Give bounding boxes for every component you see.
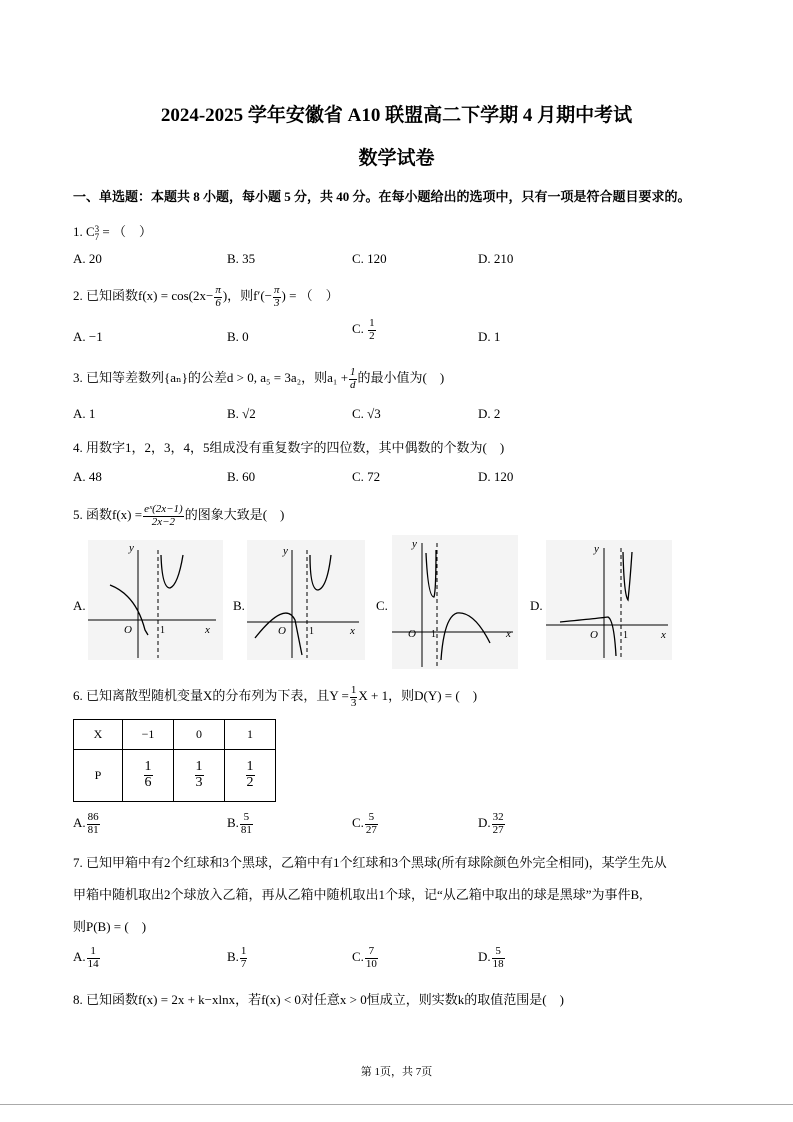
table-cell: 1 <box>225 720 276 750</box>
table-cell: $\frac{1}{6}$ <box>123 750 174 802</box>
question-1: 1. C 3 7 = （ ） <box>73 223 153 243</box>
question-8: 8. 已知函数f(x) = 2x + k−xlnx，若f(x) < 0对任意x > 0恒成立，则实数k的取值范围是( ) <box>73 992 564 1007</box>
curve-right <box>161 555 183 588</box>
q1-option-a[interactable]: A. 20 <box>73 251 102 266</box>
q5-option-a[interactable]: A. <box>73 598 86 613</box>
q3-option-c[interactable]: C. √3 <box>352 406 381 421</box>
q3-option-a[interactable]: A. 1 <box>73 406 96 421</box>
fraction: $\frac{\pi}{6}$ <box>215 284 221 309</box>
table-row <box>74 750 276 802</box>
y-label: y <box>283 545 288 557</box>
q1-option-c[interactable]: C. 120 <box>352 251 387 266</box>
graph-c[interactable] <box>392 535 518 669</box>
x-label: x <box>205 624 210 636</box>
table-cell: X <box>74 720 123 750</box>
table-row <box>74 720 276 750</box>
q4-option-a[interactable]: A. 48 <box>73 469 102 484</box>
curve-right <box>623 552 632 600</box>
q4-option-b[interactable]: B. 60 <box>227 469 256 484</box>
q2-option-a[interactable]: A. −1 <box>73 329 103 344</box>
one-label: 1 <box>623 630 628 641</box>
table-cell: P <box>74 750 123 802</box>
page-footer: 第 1页，共 7页 <box>360 1066 433 1078</box>
y-label: y <box>594 543 599 555</box>
q2-option-d[interactable]: D. 1 <box>478 329 501 344</box>
curve-left <box>426 550 436 597</box>
q6-option-c[interactable]: C. $\frac{5}{27}$ <box>352 811 377 836</box>
question-2: 2. 已知函数f(x) = cos(2x− $\frac{\pi}{6}$ )，则f′(− $\frac{\pi}{3}$ ) = （ ） <box>73 284 339 309</box>
x-label: x <box>661 629 666 641</box>
page-divider <box>0 1104 793 1105</box>
origin-label: O <box>408 628 416 640</box>
fraction: $\frac{1}{2}$ <box>369 317 375 342</box>
q2-option-c[interactable]: C. $\frac{1}{2}$ <box>352 317 375 342</box>
question-5: 5. 函数f(x) = $\frac{\text{eˣ(2x−1)}}{2x-2}$ 的图象大致是( ) <box>73 503 285 528</box>
graph-d[interactable] <box>546 540 672 660</box>
one-label: 1 <box>309 626 314 637</box>
graph-b[interactable] <box>247 540 365 660</box>
question-7-line2: 甲箱中随机取出2个球放入乙箱，再从乙箱中随机取出1个球，记“从乙箱中取出的球是黑球”为事件B, <box>73 887 643 902</box>
question-7-line3: 则P(B) = ( ) <box>73 919 147 934</box>
table-cell: −1 <box>123 720 174 750</box>
section-heading: 一、单选题：本题共 8 小题，每小题 5 分，共 40 分。在每小题给出的选项中，只有一项是符合题目要求的。 <box>73 189 691 204</box>
q6-option-a[interactable]: A. $\frac{86}{81}$ <box>73 811 99 836</box>
q5-option-d[interactable]: D. <box>530 598 543 613</box>
origin-label: O <box>278 625 286 637</box>
q1-option-b[interactable]: B. 35 <box>227 251 256 266</box>
origin-label: O <box>590 629 598 641</box>
one-label: 1 <box>160 625 165 636</box>
q5-option-b[interactable]: B. <box>233 598 245 613</box>
graph-a[interactable] <box>88 540 223 660</box>
q7-option-c[interactable]: C. $\frac{7}{10}$ <box>352 945 377 970</box>
fraction: $\frac{\pi}{3}$ <box>274 284 280 309</box>
q2-option-b[interactable]: B. 0 <box>227 329 249 344</box>
x-label: x <box>350 625 355 637</box>
question-3: 3. 已知等差数列{aₙ}的公差d > 0, a₅ = 3a₂，则a₁ + $\frac{1}{d}$ 的最小值为( ) <box>73 366 445 391</box>
q7-option-b[interactable]: B. $\frac{1}{7}$ <box>227 945 247 970</box>
exam-title: 2024-2025 学年安徽省 A10 联盟高二下学期 4 月期中考试 <box>160 105 633 126</box>
distribution-table <box>73 719 276 802</box>
q6-option-b[interactable]: B. $\frac{5}{81}$ <box>227 811 252 836</box>
q4-option-d[interactable]: D. 120 <box>478 469 514 484</box>
fraction: $\frac{1}{d}$ <box>350 366 356 391</box>
q5-option-c[interactable]: C. <box>376 598 388 613</box>
table-cell: $\frac{1}{2}$ <box>225 750 276 802</box>
q3-option-d[interactable]: D. 2 <box>478 406 501 421</box>
question-4: 4. 用数字1，2，3，4，5组成没有重复数字的四位数，其中偶数的个数为( ) <box>73 440 505 455</box>
question-6: 6. 已知离散型随机变量X的分布列为下表，且Y = $\frac{1}{3}$ X + 1，则D(Y) = ( ) <box>73 684 478 709</box>
curve-right <box>441 613 490 660</box>
question-7-line1: 7. 已知甲箱中有2个红球和3个黑球，乙箱中有1个红球和3个黑球(所有球除颜色外完全相同)，某学生先从 <box>73 855 667 870</box>
table-cell: $\frac{1}{3}$ <box>174 750 225 802</box>
one-label: 1 <box>431 629 436 640</box>
curve-left <box>560 617 616 656</box>
q1-option-d[interactable]: D. 210 <box>478 251 514 266</box>
q7-option-a[interactable]: A. $\frac{1}{14}$ <box>73 945 99 970</box>
y-label: y <box>129 542 134 554</box>
q4-option-c[interactable]: C. 72 <box>352 469 381 484</box>
q7-option-d[interactable]: D. $\frac{5}{18}$ <box>478 945 504 970</box>
q3-option-b[interactable]: B. √2 <box>227 406 256 421</box>
fraction: $\frac{\text{eˣ(2x−1)}}{2x-2}$ <box>144 503 183 528</box>
origin-label: O <box>124 624 132 636</box>
table-cell: 0 <box>174 720 225 750</box>
curve-right <box>310 555 331 590</box>
fraction: $\frac{1}{3}$ <box>350 684 357 709</box>
x-label: x <box>506 628 511 640</box>
exam-subtitle: 数学试卷 <box>358 148 435 169</box>
q6-option-d[interactable]: D. $\frac{32}{27}$ <box>478 811 504 836</box>
y-label: y <box>412 538 417 550</box>
